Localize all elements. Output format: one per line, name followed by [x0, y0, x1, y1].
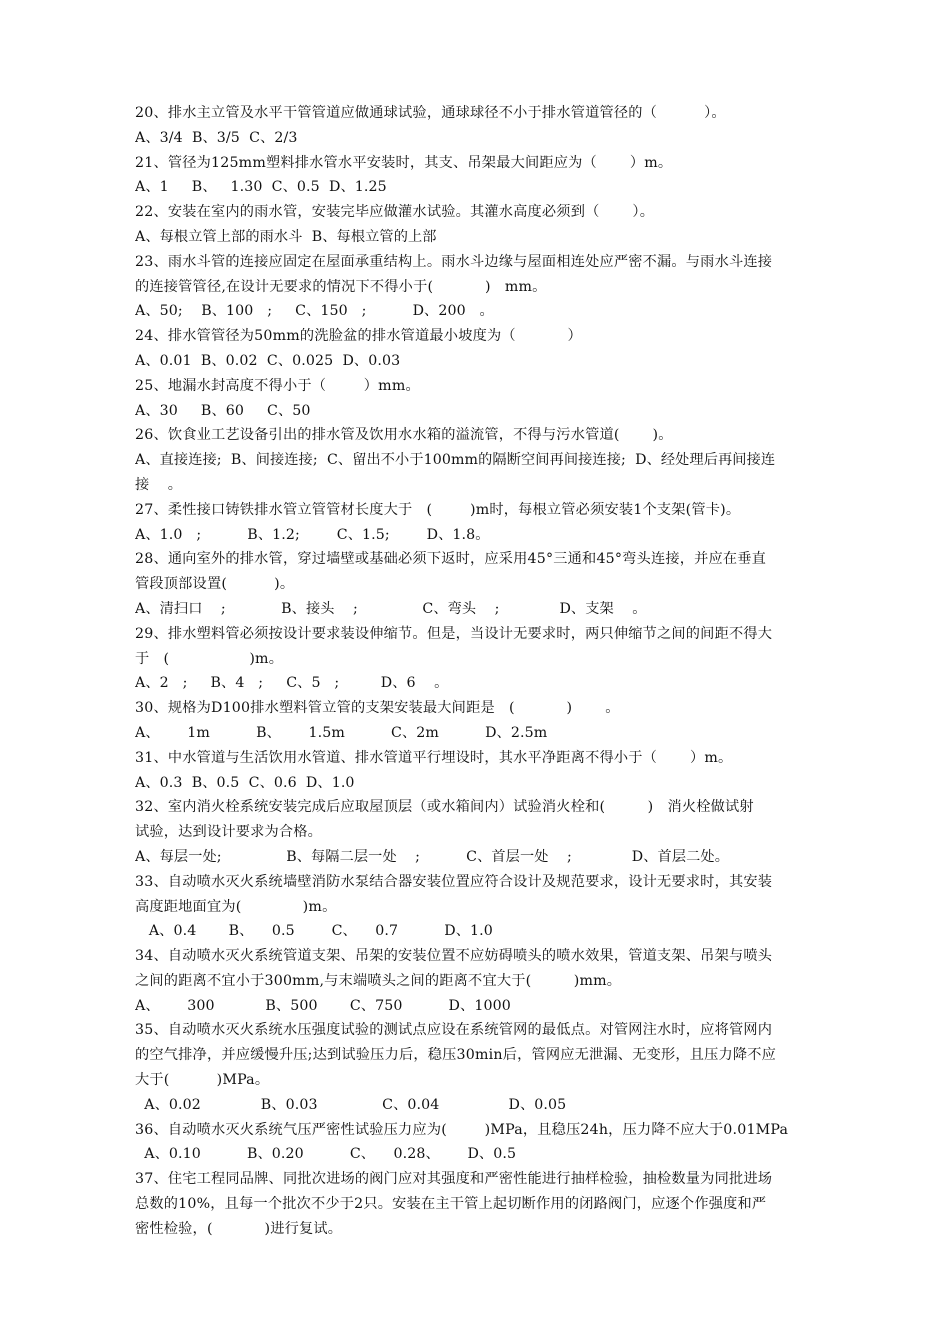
question-text-line: 29、排水塑料管必须按设计要求装设伸缩节。但是，当设计无要求时，两只伸缩节之间的间距不得大: [135, 625, 773, 642]
question-text-line: 21、管径为125mm塑料排水管水平安装时，其支、吊架最大间距应为（ ）m。: [135, 154, 673, 171]
question-text-line: 的空气排净，并应缓慢升压;达到试验压力后，稳压30min后，管网应无泄漏、无变形，且压力降不应: [135, 1047, 777, 1064]
answer-options-line: A、1.0 ; B、1.2; C、1.5; D、1.8。: [135, 526, 490, 543]
answer-options-line: A、0.10 B、0.20 C、 0.28、 D、0.5: [135, 1146, 517, 1163]
answer-options-line: A、30 B、60 C、50: [135, 402, 311, 419]
question-text-line: 25、地漏水封高度不得小于（ ）mm。: [135, 377, 420, 394]
question-text-line: 管段顶部设置( )。: [135, 576, 295, 593]
question-text-line: 高度距地面宜为( )m。: [135, 898, 337, 915]
question-text-line: 37、住宅工程同品牌、同批次进场的阀门应对其强度和严密性能进行抽样检验，抽检数量为同批进场: [135, 1171, 773, 1188]
question-text-line: 于 ( )m。: [135, 650, 284, 667]
answer-options-line: 接 。: [135, 476, 183, 493]
answer-options-line: A、 1m B、 1.5m C、2m D、2.5m: [135, 724, 548, 741]
question-text-line: 24、排水管管径为50mm的洗脸盆的排水管道最小坡度为（ ）: [135, 328, 582, 345]
question-text-line: 36、自动喷水灭火系统气压严密性试验压力应为( )MPa，且稳压24h，压力降不应大于0.01MPa: [135, 1121, 789, 1138]
question-text-line: 35、自动喷水灭火系统水压强度试验的测试点应设在系统管网的最低点。对管网注水时，应将管网内: [135, 1022, 773, 1039]
answer-options-line: A、2 ; B、4 ; C、5 ; D、6 。: [135, 675, 449, 692]
question-text-line: 28、通向室外的排水管，穿过墙壁或基础必须下返时，应采用45°三通和45°弯头连接，并应在垂直: [135, 551, 767, 568]
question-text-line: 23、雨水斗管的连接应固定在屋面承重结构上。雨水斗边缘与屋面相连处应严密不漏。与雨水斗连接: [135, 253, 773, 270]
question-text-line: 22、安装在室内的雨水管，安装完毕应做灌水试验。其灌水高度必须到（ ）。: [135, 204, 655, 221]
question-text-line: 密性检验，( )进行复试。: [135, 1220, 343, 1237]
question-text-line: 32、室内消火栓系统安装完成后应取屋顶层（或水箱间内）试验消火栓和( ) 消火栓做试射: [135, 799, 754, 816]
question-text-line: 总数的10%，且每一个批次不少于2只。安装在主干管上起切断作用的闭路阀门，应逐个作强度和严: [135, 1196, 767, 1213]
answer-options-line: A、0.02 B、0.03 C、0.04 D、0.05: [135, 1096, 567, 1113]
question-list: [135, 101, 863, 1242]
answer-options-line: A、0.3 B、0.5 C、0.6 D、1.0: [135, 774, 355, 791]
answer-options-line: A、50; B、100 ; C、150 ; D、200 。: [135, 303, 494, 320]
answer-options-line: A、3/4 B、3/5 C、2/3: [135, 129, 298, 146]
question-text-line: 试验，达到设计要求为合格。: [135, 824, 323, 841]
question-text-line: 33、自动喷水灭火系统墙壁消防水泵结合器安装位置应符合设计及规范要求，设计无要求时，其安装: [135, 873, 773, 890]
question-text-line: 26、饮食业工艺设备引出的排水管及饮用水水箱的溢流管，不得与污水管道( )。: [135, 427, 673, 444]
answer-options-line: A、1 B、 1.30 C、0.5 D、1.25: [135, 179, 387, 196]
answer-options-line: A、0.01 B、0.02 C、0.025 D、0.03: [135, 352, 401, 369]
answer-options-line: A、每层一处; B、每隔二层一处 ; C、首层一处 ; D、首层二处。: [135, 848, 729, 865]
question-text-line: 大于( )MPa。: [135, 1072, 270, 1089]
answer-options-line: A、每根立管上部的雨水斗 B、每根立管的上部: [135, 228, 437, 245]
answer-options-line: A、0.4 B、 0.5 C、 0.7 D、1.0: [135, 923, 493, 940]
answer-options-line: A、清扫口 ; B、接头 ; C、弯头 ; D、支架 。: [135, 600, 647, 617]
question-text-line: 的连接管管径,在设计无要求的情况下不得小于( ) mm。: [135, 278, 547, 295]
question-text-line: 27、柔性接口铸铁排水管立管管材长度大于 ( )m时，每根立管必须安装1个支架(管卡)。: [135, 501, 741, 518]
question-text-line: 20、排水主立管及水平干管管道应做通球试验，通球球径不小于排水管道管径的（ ）。: [135, 105, 726, 121]
answer-options-line: A、直接连接; B、间接连接; C、留出不小于100mm的隔断空间再间接连接; D、经处理后再间接连: [135, 452, 776, 469]
question-text-line: 31、中水管道与生活饮用水管道、排水管道平行埋设时，其水平净距离不得小于（ ）m。: [135, 749, 733, 766]
question-text-line: 之间的距离不宜小于300mm,与末端喷头之间的距离不宜大于( )mm。: [135, 972, 622, 989]
question-text-line: 34、自动喷水灭火系统管道支架、吊架的安装位置不应妨碍喷头的喷水效果，管道支架、吊架与喷头: [135, 948, 773, 965]
question-text-line: 30、规格为D100排水塑料管立管的支架安装最大间距是 ( ) 。: [135, 700, 620, 717]
answer-options-line: A、 300 B、500 C、750 D、1000: [135, 997, 511, 1014]
